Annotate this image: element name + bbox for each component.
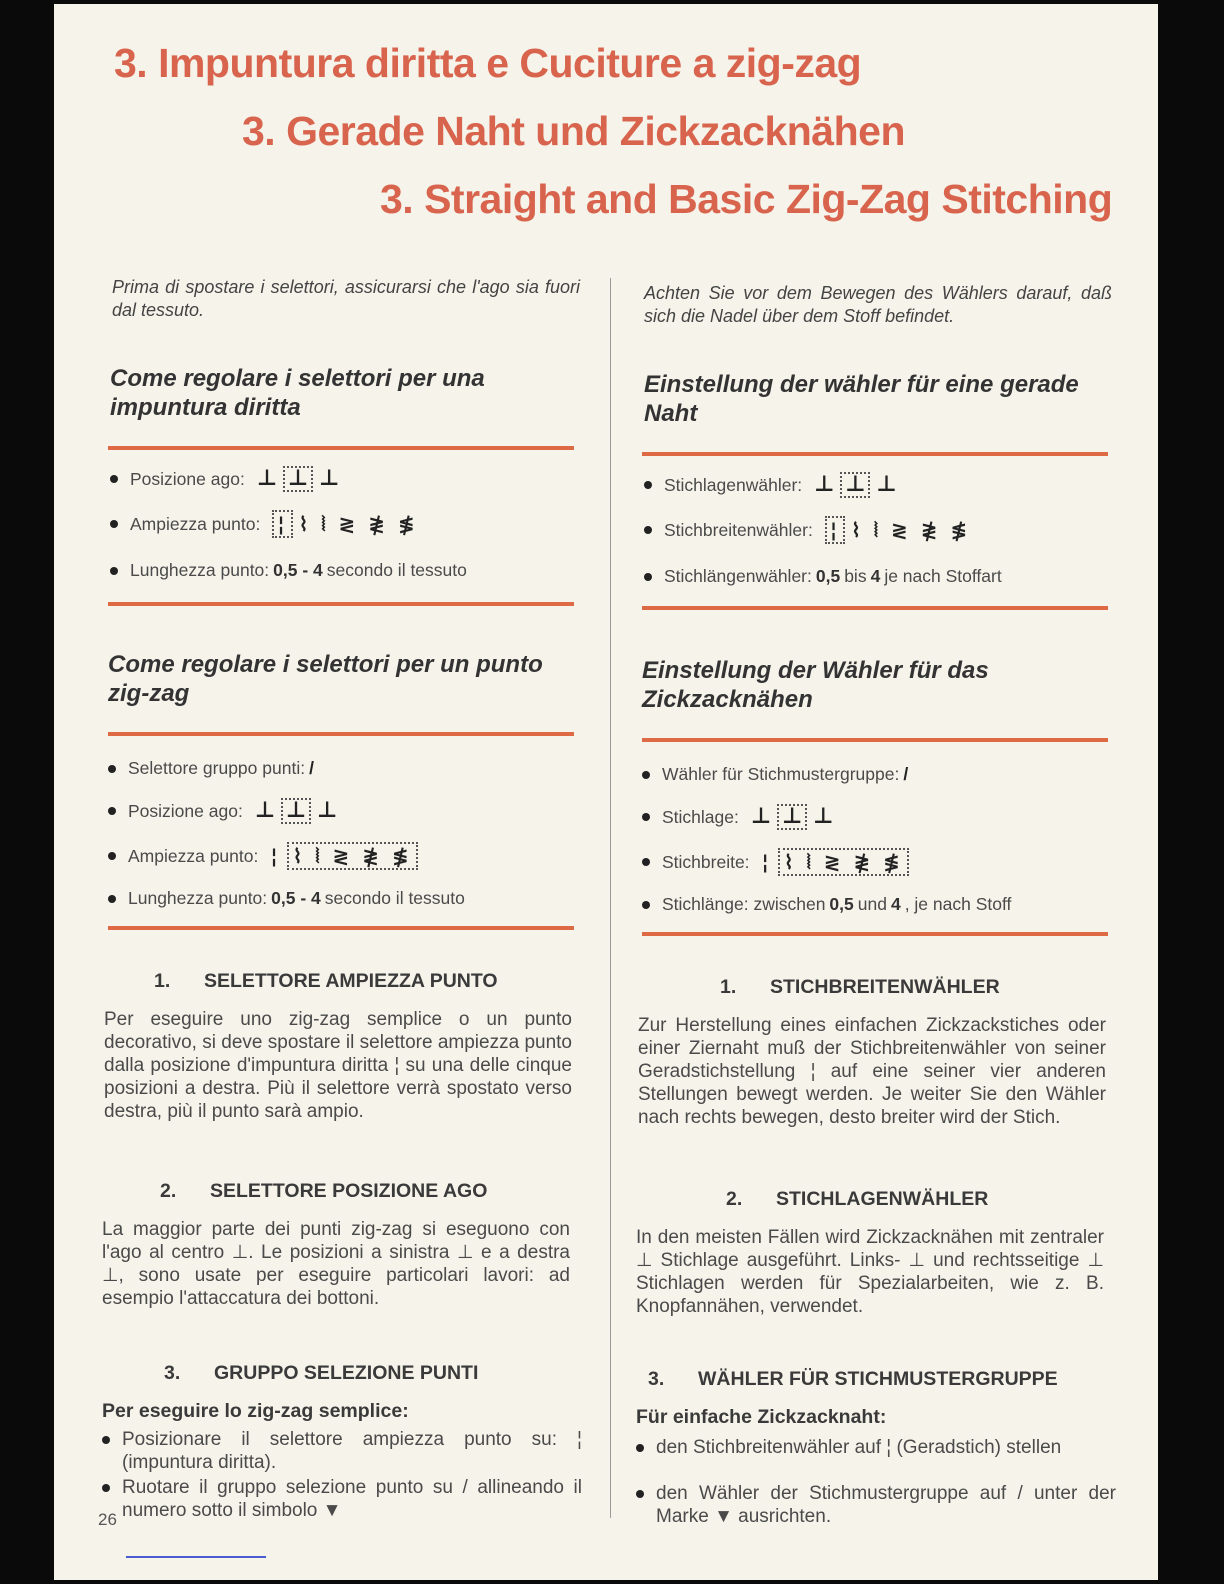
setting-value: 0,5	[815, 566, 841, 586]
bullet-dot	[644, 573, 652, 581]
heading-number: 3.	[648, 1368, 665, 1390]
heading-number: 3.	[164, 1362, 181, 1384]
straight-stitch-icon: ¦	[825, 516, 845, 544]
zigzag-icon: ⌇ ⦚ ≷ ≹ ≸	[298, 512, 418, 536]
setting-stitch-width	[644, 516, 970, 544]
section-heading-zigzag: Come regolare i selettori per un punto zig-zag	[108, 651, 543, 707]
bullet-dot	[642, 771, 650, 779]
heading-number: 2.	[726, 1188, 743, 1210]
setting-label: Stichbreitenwähler:	[664, 519, 813, 540]
intro-text: Achten Sie vor dem Bewegen des Wählers darauf, daß sich die Nadel über dem Stoff befindet.	[644, 283, 1112, 326]
rule	[108, 602, 574, 606]
heading-text: SELETTORE AMPIEZZA PUNTO	[204, 970, 498, 992]
stitch-width-icons	[272, 510, 417, 538]
slash-icon: /	[309, 758, 314, 778]
list-item: Ruotare il gruppo selezione punto su / allineando il numero sotto il simbolo ▼	[100, 1476, 582, 1522]
title-english: 3. Straight and Basic Zig-Zag Stitching	[380, 176, 1113, 222]
heading-text: STICHBREITENWÄHLER	[770, 976, 1000, 998]
needle-center-icon: ⊥	[840, 472, 870, 498]
numbered-heading-3	[164, 1362, 478, 1385]
setting-stitch-width	[110, 510, 418, 538]
list-item: den Wähler der Stichmustergruppe auf / unter der Marke ▼ ausrichten.	[634, 1482, 1116, 1528]
bullet-dot	[644, 526, 652, 534]
bullet-dot	[108, 765, 116, 773]
setting-note: , je nach Stoff	[904, 894, 1012, 914]
setting-label: Lunghezza punto:	[130, 560, 270, 580]
setting-label: Stichlänge: zwischen	[662, 894, 826, 914]
section-heading-straight: Come regolare i selettori per una impuntura diritta	[110, 365, 485, 421]
setting-stitch-length	[642, 894, 1011, 915]
rule	[108, 446, 574, 450]
setting-label: Ampiezza punto:	[130, 513, 261, 534]
bullet-dot	[108, 852, 116, 860]
heading-number: 1.	[720, 976, 737, 998]
setting-label: Stichbreite:	[662, 851, 750, 872]
rule	[642, 738, 1108, 742]
setting-value: 0,5 - 4	[271, 888, 321, 908]
list-item: Posizionare il selettore ampiezza punto su: ¦ (impuntura diritta).	[100, 1428, 582, 1474]
column-divider	[610, 278, 611, 1518]
setting-note: bis	[844, 566, 867, 586]
bullet-dot	[642, 858, 650, 866]
needle-left-icon: ⊥	[814, 472, 835, 497]
title-german: 3. Gerade Naht und Zickzacknähen	[242, 108, 905, 154]
needle-left-icon: ⊥	[256, 466, 277, 491]
paragraph-1: Zur Herstellung eines einfachen Zickzackstiches oder einer Ziernaht muß der Stichbreitenwähler von seiner Geradstichstellung ¦ auf eine seiner vier anderen Stellungen bewegt werden. Je weiter Sie den Wähler nach rechts bewegen, desto breiter wird der Stich.	[638, 1015, 1106, 1128]
straight-stitch-icon: ¦	[270, 844, 281, 868]
stitch-width-icons	[270, 842, 417, 870]
setting-note: secondo il tessuto	[324, 888, 465, 908]
needle-left-icon: ⊥	[254, 798, 275, 823]
setting-note: und	[857, 894, 887, 914]
slash-icon: /	[903, 764, 909, 784]
setting-needle-position	[642, 804, 833, 830]
stitch-width-icons	[762, 848, 909, 876]
stitch-width-icons	[825, 516, 970, 544]
setting-value: 4	[870, 566, 881, 586]
heading-number: 1.	[154, 970, 171, 992]
bullet-dot	[108, 895, 116, 903]
needle-right-icon: ⊥	[319, 466, 340, 491]
paragraph-2: In den meisten Fällen wird Zickzacknähen mit zentraler ⊥ Stichlage ausgeführt. Links- ⊥ und rechtsseitige ⊥ Stichlagen werden für Spezialarbeiten, wie z. B. Knopfannähen, verwendet.	[636, 1227, 1104, 1317]
heading-text: STICHLAGENWÄHLER	[776, 1188, 989, 1210]
paragraph-1: Per eseguire uno zig-zag semplice o un punto decorativo, si deve spostare il selettore ampiezza punto dalla posizione d'impuntura diritta ¦ su una delle cinque posizioni a destra. Più il selettore verrà spostato verso destra, più il punto sarà ampio.	[104, 1009, 572, 1122]
section-heading-zigzag: Einstellung der Wähler für das Zickzacknähen	[642, 657, 989, 713]
needle-position-icons	[257, 466, 339, 492]
needle-center-icon: ⊥	[281, 798, 311, 824]
setting-note: secondo il tessuto	[326, 560, 467, 580]
needle-position-icons	[751, 804, 833, 830]
setting-label: Lunghezza punto:	[128, 888, 268, 908]
bullet-dot	[110, 567, 118, 575]
sub-heading: Für einfache Zickzacknaht:	[636, 1406, 887, 1428]
page-number: 26	[98, 1510, 117, 1529]
setting-stitch-length	[108, 888, 465, 909]
straight-stitch-icon: ¦	[272, 510, 292, 538]
bullet-dot	[644, 481, 652, 489]
setting-value: 4	[890, 894, 901, 914]
setting-label: Stichlängenwähler:	[664, 566, 812, 586]
heading-text: GRUPPO SELEZIONE PUNTI	[214, 1362, 479, 1384]
setting-label: Wähler für Stichmustergruppe:	[662, 764, 900, 784]
rule	[108, 732, 574, 736]
bullet-dot	[642, 901, 650, 909]
setting-value: 0,5	[829, 894, 854, 914]
numbered-heading-3	[648, 1368, 1058, 1391]
setting-label: Stichlagenwähler:	[664, 474, 803, 495]
setting-stitch-group	[642, 764, 908, 785]
setting-needle-position	[644, 472, 896, 498]
setting-label: Posizione ago:	[130, 468, 245, 489]
intro-text: Prima di spostare i selettori, assicurarsi che l'ago sia fuori dal tessuto.	[112, 277, 580, 320]
numbered-heading-1	[720, 976, 1000, 999]
heading-text: WÄHLER FÜR STICHMUSTERGRUPPE	[698, 1368, 1058, 1390]
setting-label: Stichlage:	[662, 806, 739, 827]
setting-stitch-length	[644, 566, 1002, 587]
zigzag-icon: ⌇ ⦚ ≷ ≹ ≸	[778, 848, 909, 876]
needle-position-icons	[814, 472, 896, 498]
rule	[642, 932, 1108, 936]
heading-number: 2.	[160, 1180, 177, 1202]
zigzag-icon: ⌇ ⦚ ≷ ≹ ≸	[851, 518, 971, 542]
straight-stitch-icon: ¦	[761, 850, 772, 874]
footer-line	[126, 1556, 266, 1558]
needle-center-icon: ⊥	[777, 804, 807, 830]
manual-page	[54, 4, 1158, 1580]
setting-needle-position	[108, 798, 337, 824]
numbered-heading-2	[726, 1188, 988, 1211]
setting-label: Posizione ago:	[128, 800, 243, 821]
rule	[108, 926, 574, 930]
needle-right-icon: ⊥	[876, 472, 897, 497]
needle-right-icon: ⊥	[813, 804, 834, 829]
setting-stitch-width	[642, 848, 909, 876]
section-heading-straight: Einstellung der wähler für eine gerade Naht	[644, 371, 1079, 427]
setting-value: 0,5 - 4	[273, 560, 323, 580]
setting-stitch-length	[110, 560, 467, 581]
paragraph-2: La maggior parte dei punti zig-zag si eseguono con l'ago al centro ⊥. Le posizioni a sinistra ⊥ e a destra ⊥, sono usate per eseguire particolari lavori: ad esempio l'attaccatura dei bottoni.	[102, 1219, 570, 1309]
bullet-dot	[108, 807, 116, 815]
setting-note: je nach Stoffart	[884, 566, 1002, 586]
rule	[642, 452, 1108, 456]
needle-right-icon: ⊥	[317, 798, 338, 823]
needle-left-icon: ⊥	[750, 804, 771, 829]
bullet-dot	[110, 475, 118, 483]
needle-position-icons	[255, 798, 337, 824]
bullet-dot	[110, 520, 118, 528]
numbered-heading-2	[160, 1180, 487, 1203]
bullet-dot	[642, 813, 650, 821]
setting-label: Ampiezza punto:	[128, 845, 259, 866]
heading-text: SELETTORE POSIZIONE AGO	[210, 1180, 488, 1202]
setting-stitch-width	[108, 842, 418, 870]
needle-center-icon: ⊥	[283, 466, 313, 492]
setting-needle-position	[110, 466, 339, 492]
title-italian: 3. Impuntura diritta e Cuciture a zig-zag	[114, 40, 862, 86]
setting-label: Selettore gruppo punti:	[128, 758, 306, 778]
numbered-heading-1	[154, 970, 498, 993]
list-item: den Stichbreitenwähler auf ¦ (Geradstich) stellen	[634, 1436, 1116, 1459]
setting-stitch-group	[108, 758, 314, 779]
zigzag-icon: ⌇ ⦚ ≷ ≹ ≸	[287, 842, 418, 870]
rule	[642, 606, 1108, 610]
sub-heading: Per eseguire lo zig-zag semplice:	[102, 1400, 409, 1422]
